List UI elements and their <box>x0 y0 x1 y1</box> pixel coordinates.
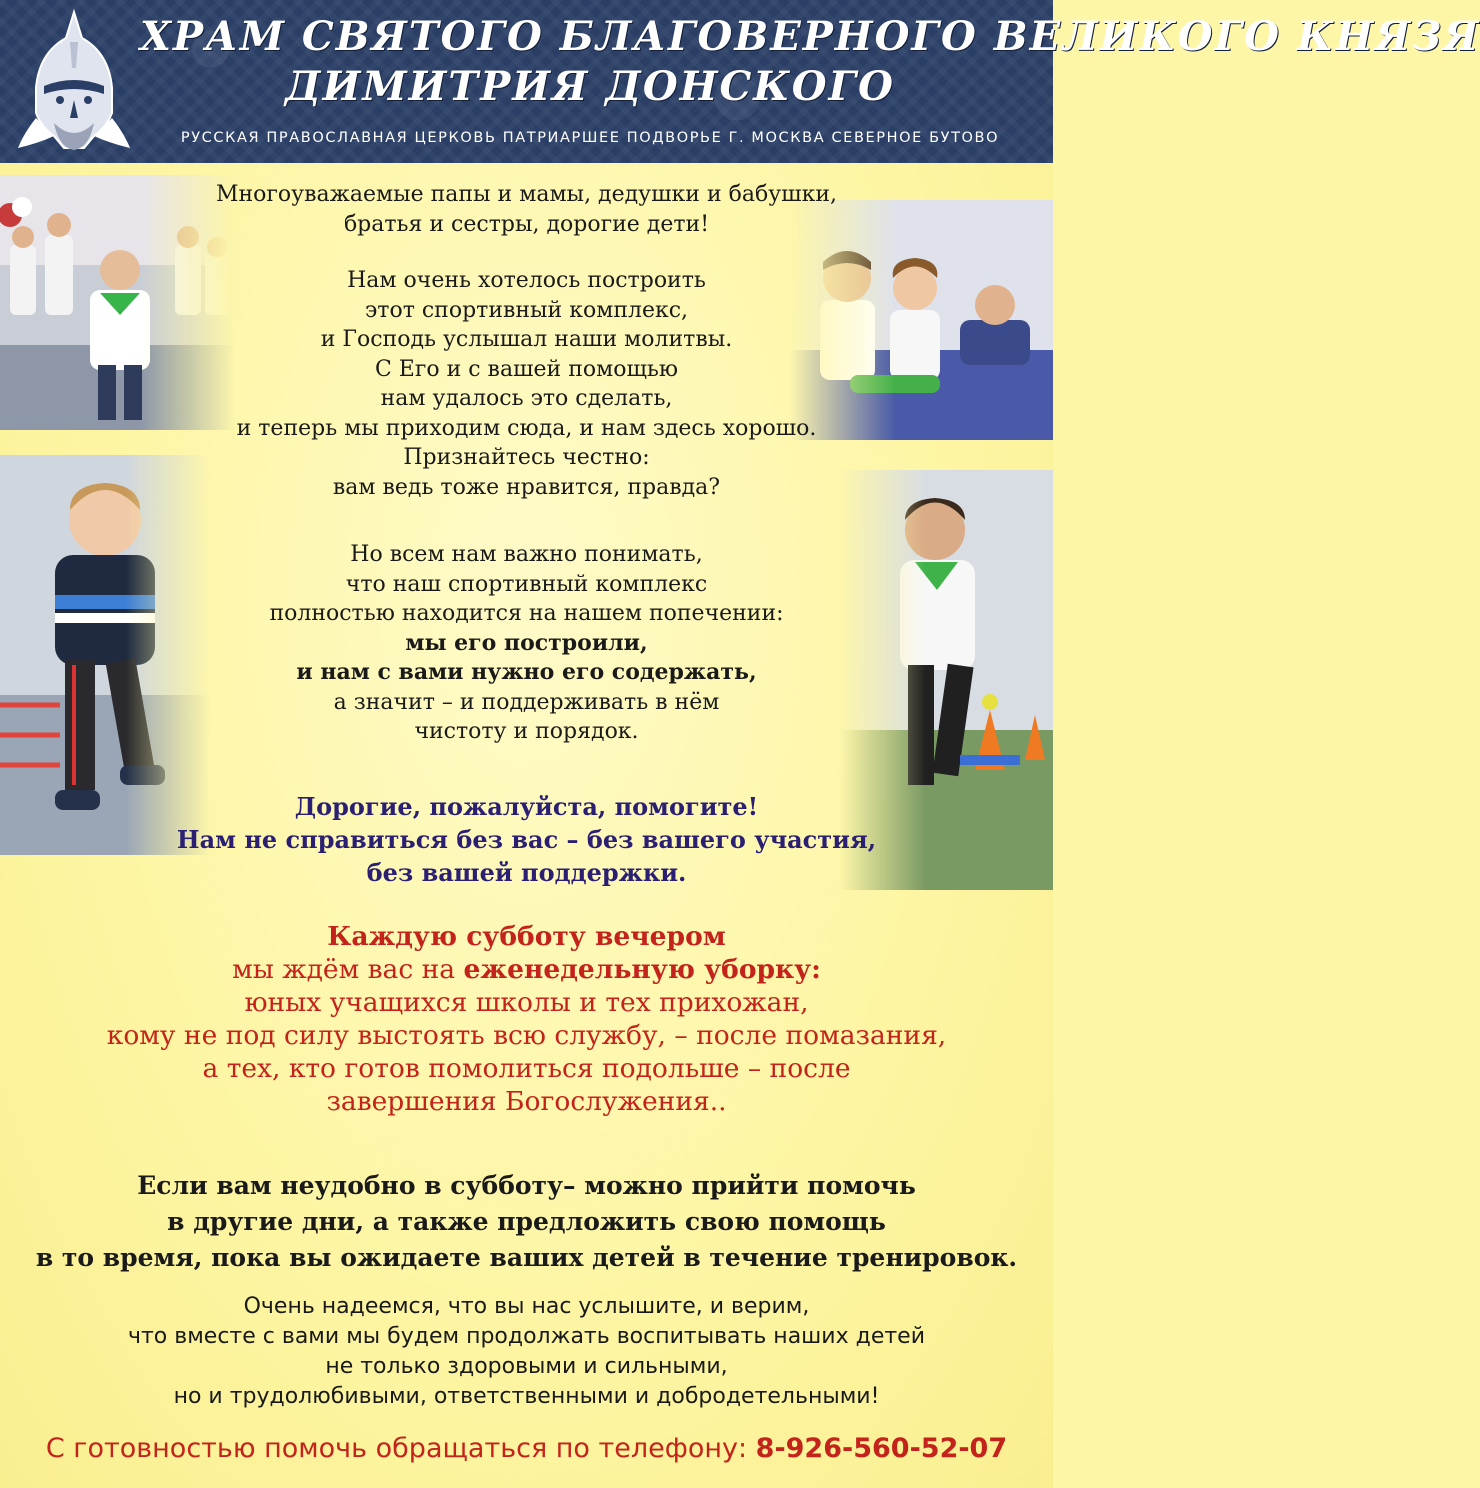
paragraph-line: и Господь услышал наши молитвы. <box>320 327 733 352</box>
closing-line: но и трудолюбивыми, ответственными и добродетельными! <box>173 1384 880 1409</box>
paragraph-upkeep <box>0 540 1053 747</box>
other-days-line: в другие дни, а также предложить свою помощь <box>167 1207 886 1236</box>
saturday-line: юных учащихся школы и тех прихожан, <box>244 987 809 1018</box>
saturday-invite-line <box>0 953 1053 986</box>
closing-line: что вместе с вами мы будем продолжать воспитывать наших детей <box>127 1324 926 1349</box>
paragraph-bold-line: мы его построили, <box>405 629 648 656</box>
saturday-invite-prefix: мы ждём вас на <box>232 954 464 985</box>
saturday-cleaning-block <box>0 920 1053 1118</box>
weekly-cleaning-label: еженедельную уборку: <box>463 954 821 985</box>
other-days-line: Если вам неудобно в субботу– можно прийти помочь <box>137 1171 916 1200</box>
paragraph-line: и теперь мы приходим сюда, и нам здесь хорошо. <box>236 415 817 441</box>
paragraph-line: С Его и с вашей помощью <box>374 356 679 382</box>
saturday-line: а тех, кто готов помолиться подольше – после <box>202 1053 851 1084</box>
saturday-line: кому не под силу выстоять всю службу, – после помазания, <box>106 1020 947 1051</box>
saturday-heading: Каждую субботу вечером <box>327 921 726 952</box>
greeting-line: братья и сестры, дорогие дети! <box>343 211 710 237</box>
paragraph-line: полностью находится на нашем попечении: <box>269 601 784 626</box>
appeal-line: Нам не справиться без вас – без вашего участия, <box>176 825 877 854</box>
appeal-line: Дорогие, пожалуйста, помогите! <box>294 792 759 821</box>
paragraph-line: Признайтесь честно: <box>403 445 650 470</box>
paragraph-line: Нам очень хотелось построить <box>347 268 706 293</box>
knight-helmet-icon <box>14 8 134 156</box>
other-days-block <box>0 1168 1053 1276</box>
contact-line <box>0 1432 1053 1466</box>
header-banner <box>0 0 1480 163</box>
appeal-block <box>0 790 1053 889</box>
closing-line: Очень надеемся, что вы нас услышите, и верим, <box>243 1294 810 1319</box>
church-title <box>140 12 1480 112</box>
paragraph-line: а значит – и поддерживать в нём <box>333 689 720 715</box>
paragraph-line: Но всем нам важно понимать, <box>350 542 703 567</box>
paragraph-line: этот спортивный комплекс, <box>364 297 689 323</box>
saturday-line: завершения Богослужения.. <box>326 1086 727 1117</box>
church-title-line2: ДИМИТРИЯ ДОНСКОГО <box>285 63 895 110</box>
paragraph-line: чистоту и порядок. <box>414 719 639 744</box>
appeal-line: без вашей поддержки. <box>366 858 687 887</box>
greeting-line: Многоуважаемые папы и мамы, дедушки и бабушки, <box>215 182 838 207</box>
paragraph-line: вам ведь тоже нравится, правда? <box>332 474 721 500</box>
closing-block <box>0 1292 1053 1412</box>
phone-number[interactable]: 8-926-560-52-07 <box>755 1433 1008 1464</box>
paragraph-line: нам удалось это сделать, <box>380 386 673 411</box>
closing-line: не только здоровыми и сильными, <box>325 1354 728 1379</box>
church-title-line1: ХРАМ СВЯТОГО БЛАГОВЕРНОГО ВЕЛИКОГО КНЯЗЯ <box>140 13 1480 60</box>
greeting-block <box>0 180 1053 239</box>
contact-prefix: С готовностью помочь обращаться по телефону: <box>45 1433 756 1464</box>
paragraph-built-complex <box>0 266 1053 502</box>
paragraph-bold-line: и нам с вами нужно его содержать, <box>296 659 757 685</box>
other-days-line: в то время, пока вы ожидаете ваших детей в течение тренировок. <box>35 1243 1018 1272</box>
church-subtitle: РУССКАЯ ПРАВОСЛАВНАЯ ЦЕРКОВЬ ПАТРИАРШЕЕ ПОДВОРЬЕ Г. МОСКВА СЕВЕРНОЕ БУТОВО <box>180 130 1000 146</box>
paragraph-line: что наш спортивный комплекс <box>345 571 708 597</box>
